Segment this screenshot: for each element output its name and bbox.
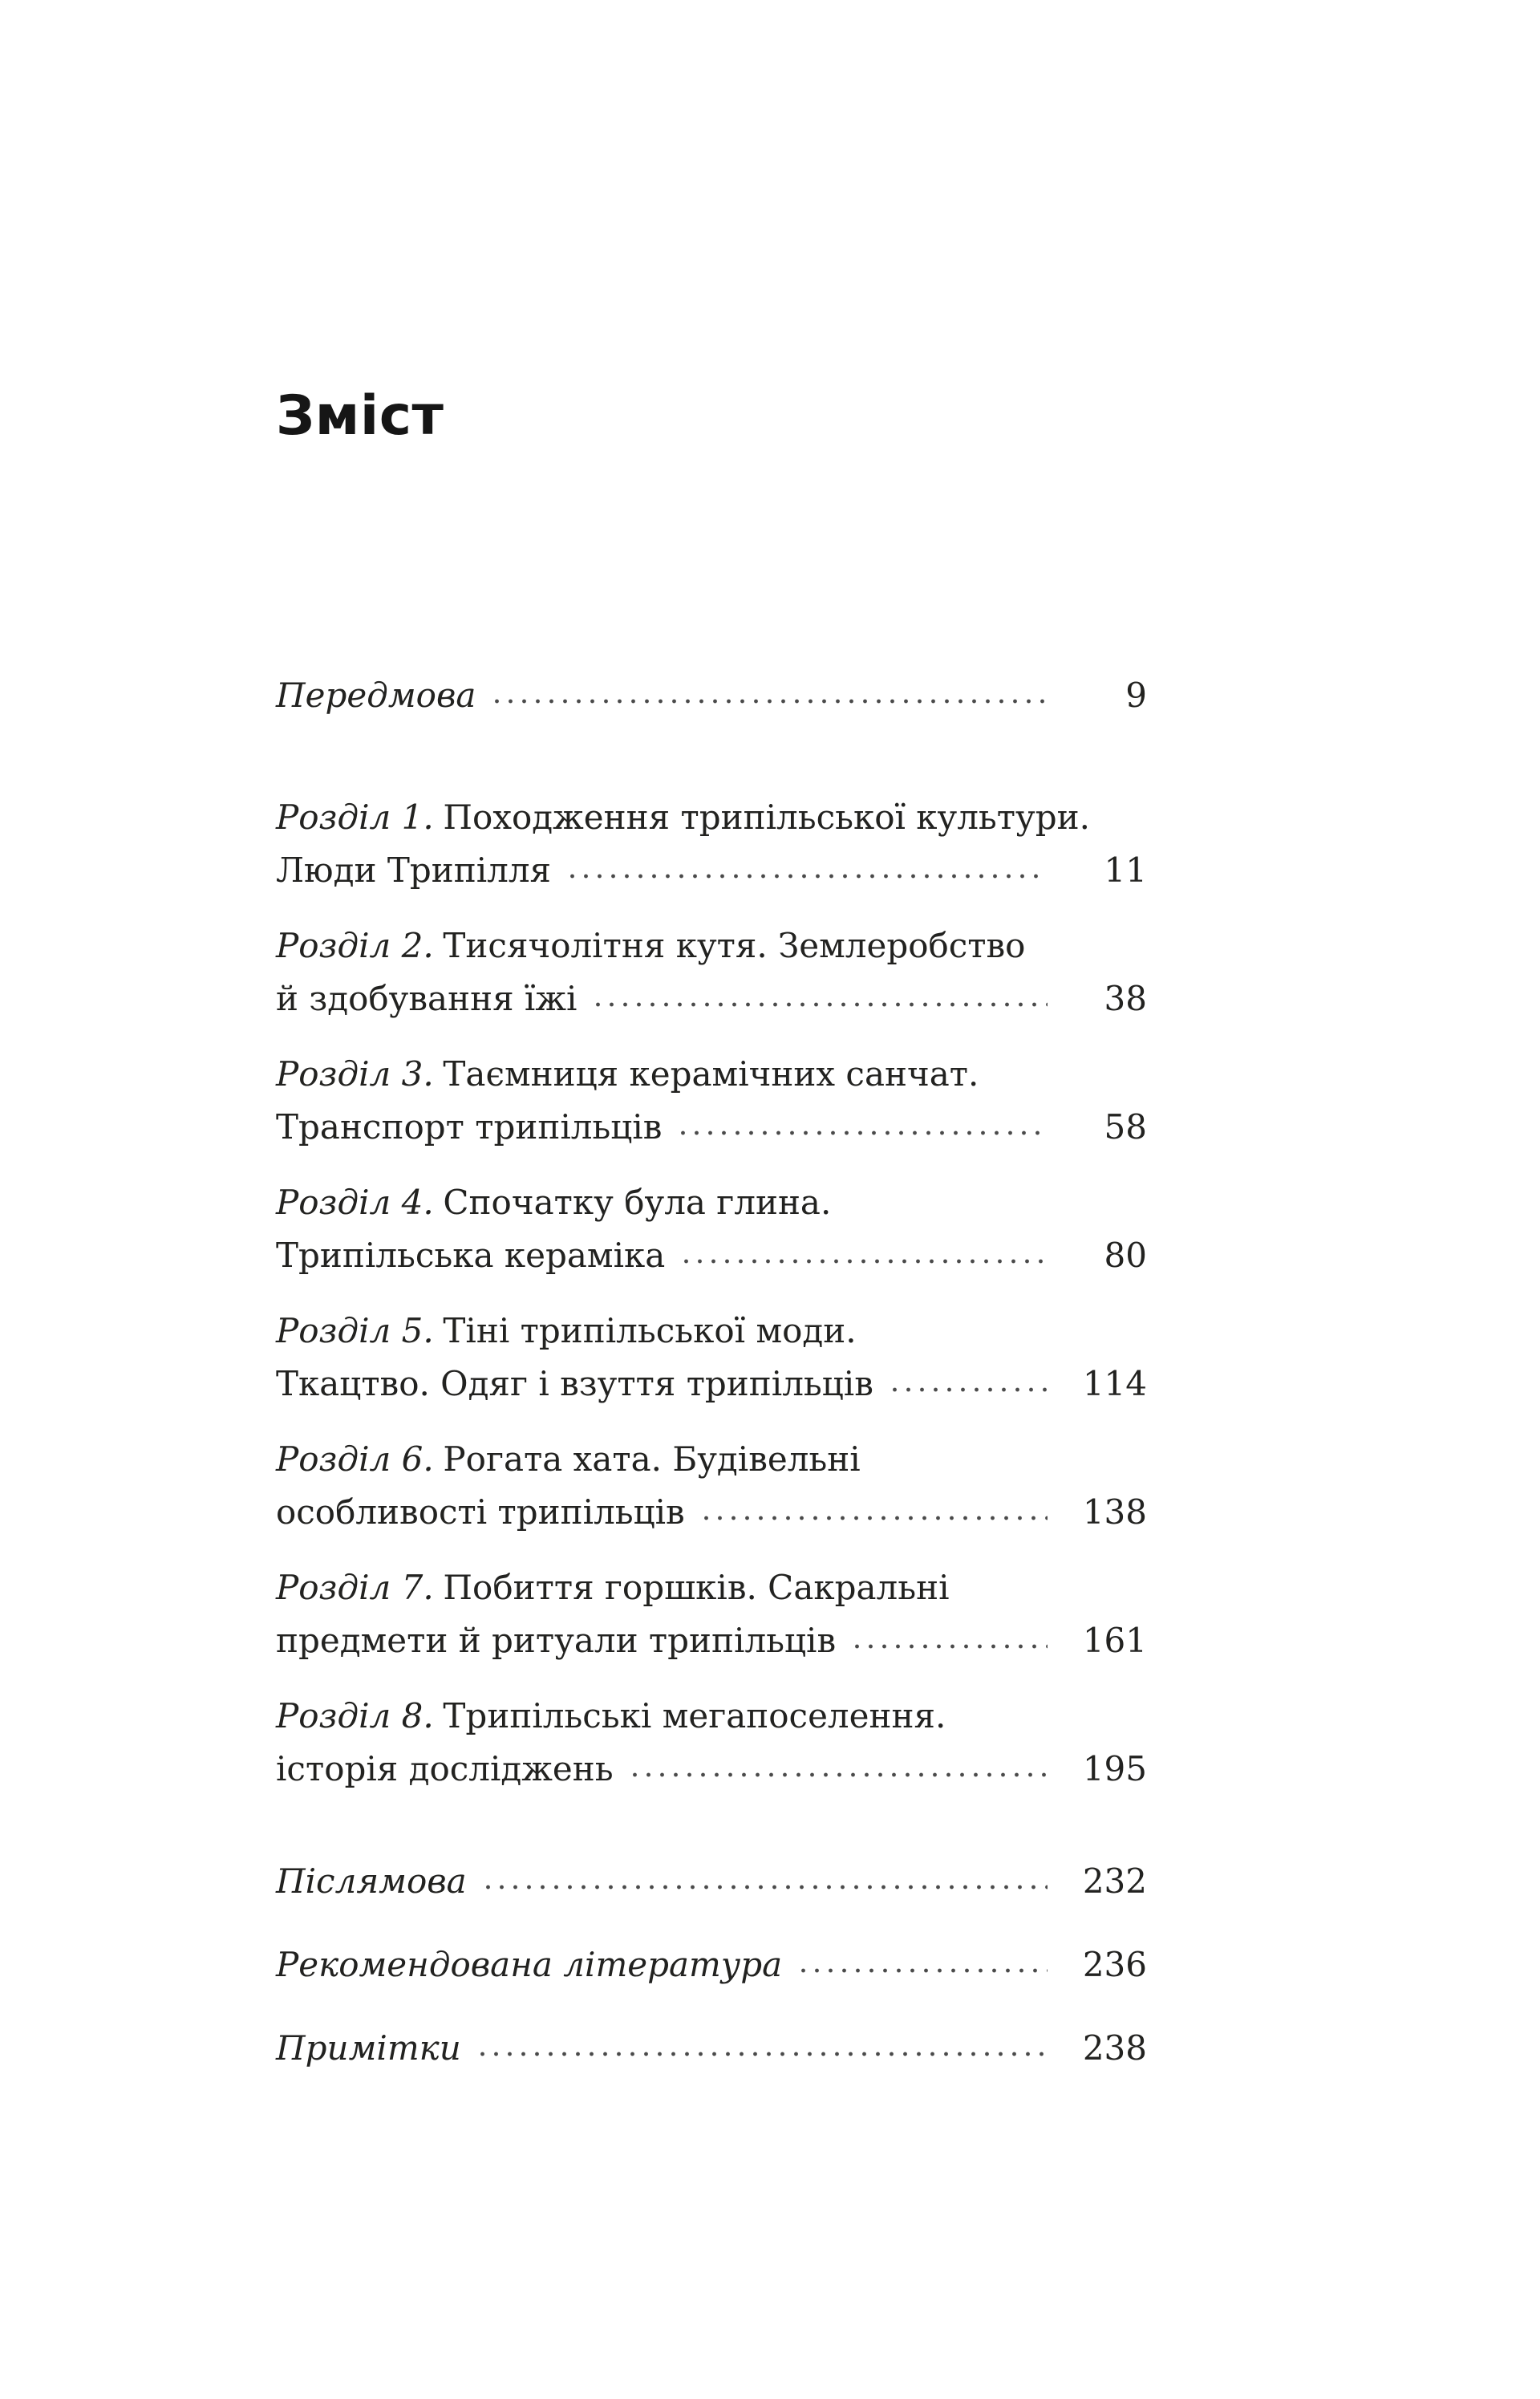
page-content — [276, 0, 1147, 2075]
entry-title: Трипільські мегапоселення. — [443, 1696, 946, 1735]
dot-leader — [588, 999, 1048, 1010]
entry-title: Примітки — [276, 2028, 461, 2068]
toc-entry-chapter-2 — [276, 919, 1147, 1025]
toc-entry-afterword — [276, 1855, 1147, 1908]
toc-entry-recommended-literature — [276, 1938, 1147, 1991]
page-number: 114 — [1082, 1364, 1147, 1403]
entry-title: Рогата хата. Будівельні — [443, 1439, 861, 1479]
entry-title-continued: Ткацтво. Одяг і взуття трипільців — [276, 1364, 873, 1403]
toc-line — [276, 1305, 1147, 1358]
chapter-prefix: Розділ 7. — [276, 1568, 434, 1607]
toc-entry-chapter-3 — [276, 1048, 1147, 1154]
toc-entry-notes — [276, 2022, 1147, 2075]
entry-title: Післямова — [276, 1861, 467, 1901]
toc-line — [276, 1561, 1147, 1614]
page-number: 9 — [1125, 676, 1147, 715]
page-number: 80 — [1104, 1236, 1147, 1275]
toc-line — [276, 1048, 1147, 1101]
page-number: 161 — [1082, 1621, 1147, 1660]
toc-line — [276, 844, 1147, 897]
entry-title: Рекомендована література — [276, 1945, 783, 1984]
dot-leader — [885, 1384, 1048, 1395]
dot-leader — [472, 2048, 1048, 2060]
page-number: 238 — [1082, 2028, 1147, 2068]
toc-line — [276, 1176, 1147, 1229]
toc-line — [276, 2022, 1147, 2075]
entry-title: Спочатку була глина. — [443, 1183, 832, 1222]
toc-entry-chapter-5 — [276, 1305, 1147, 1411]
entry-title: Тисячолітня кутя. Землеробство — [443, 926, 1026, 965]
chapter-prefix: Розділ 1. — [276, 798, 434, 837]
dot-leader — [793, 1965, 1048, 1976]
page-number: 195 — [1082, 1749, 1147, 1788]
toc-line — [276, 791, 1147, 844]
toc-line — [276, 1614, 1147, 1667]
dot-leader — [487, 696, 1048, 707]
dot-leader — [478, 1881, 1048, 1893]
chapter-prefix: Розділ 5. — [276, 1311, 434, 1350]
toc-entry-foreword — [276, 669, 1147, 722]
toc-line — [276, 1101, 1147, 1154]
toc-line — [276, 1938, 1147, 1991]
page-number: 38 — [1104, 979, 1147, 1018]
entry-title-continued: історія досліджень — [276, 1749, 614, 1788]
entry-title: Тіні трипільської моди. — [443, 1311, 857, 1350]
entry-title: Передмова — [276, 676, 476, 715]
entry-title-continued: Трипільська кераміка — [276, 1236, 666, 1275]
chapter-prefix: Розділ 6. — [276, 1439, 434, 1479]
table-of-contents — [276, 669, 1147, 2075]
page-number: 11 — [1104, 850, 1147, 890]
entry-title-continued: предмети й ритуали трипільців — [276, 1621, 837, 1660]
entry-title-continued: Транспорт трипільців — [276, 1107, 663, 1147]
entry-title-continued: особливості трипільців — [276, 1492, 685, 1532]
toc-line — [276, 1855, 1147, 1908]
page-number: 232 — [1082, 1861, 1147, 1901]
toc-line — [276, 972, 1147, 1025]
entry-title-continued: Люди Трипілля — [276, 850, 551, 890]
dot-leader — [673, 1127, 1048, 1139]
dot-leader — [562, 871, 1048, 882]
page-number: 236 — [1082, 1945, 1147, 1984]
page-number: 138 — [1082, 1492, 1147, 1532]
toc-line — [276, 1690, 1147, 1743]
page-number: 58 — [1104, 1107, 1147, 1147]
entry-title: Походження трипільської культури. — [443, 798, 1090, 837]
dot-leader — [696, 1512, 1048, 1524]
dot-leader — [676, 1256, 1048, 1267]
toc-entry-chapter-6 — [276, 1433, 1147, 1539]
dot-leader — [847, 1641, 1048, 1652]
toc-entry-chapter-1 — [276, 791, 1147, 897]
chapter-prefix: Розділ 2. — [276, 926, 434, 965]
toc-entry-chapter-4 — [276, 1176, 1147, 1282]
toc-line — [276, 1433, 1147, 1486]
chapter-prefix: Розділ 3. — [276, 1054, 434, 1094]
toc-line — [276, 669, 1147, 722]
toc-line — [276, 919, 1147, 972]
dot-leader — [625, 1769, 1048, 1780]
entry-title: Побиття горшків. Сакральні — [443, 1568, 950, 1607]
entry-title-continued: й здобування їжі — [276, 979, 578, 1018]
chapter-prefix: Розділ 4. — [276, 1183, 434, 1222]
toc-line — [276, 1229, 1147, 1282]
chapter-prefix: Розділ 8. — [276, 1696, 434, 1735]
toc-line — [276, 1743, 1147, 1796]
toc-line — [276, 1486, 1147, 1539]
toc-entry-chapter-8 — [276, 1690, 1147, 1796]
toc-line — [276, 1358, 1147, 1411]
contents-heading: Зміст — [276, 384, 444, 448]
entry-title: Таємниця керамічних санчат. — [443, 1054, 979, 1094]
toc-entry-chapter-7 — [276, 1561, 1147, 1667]
